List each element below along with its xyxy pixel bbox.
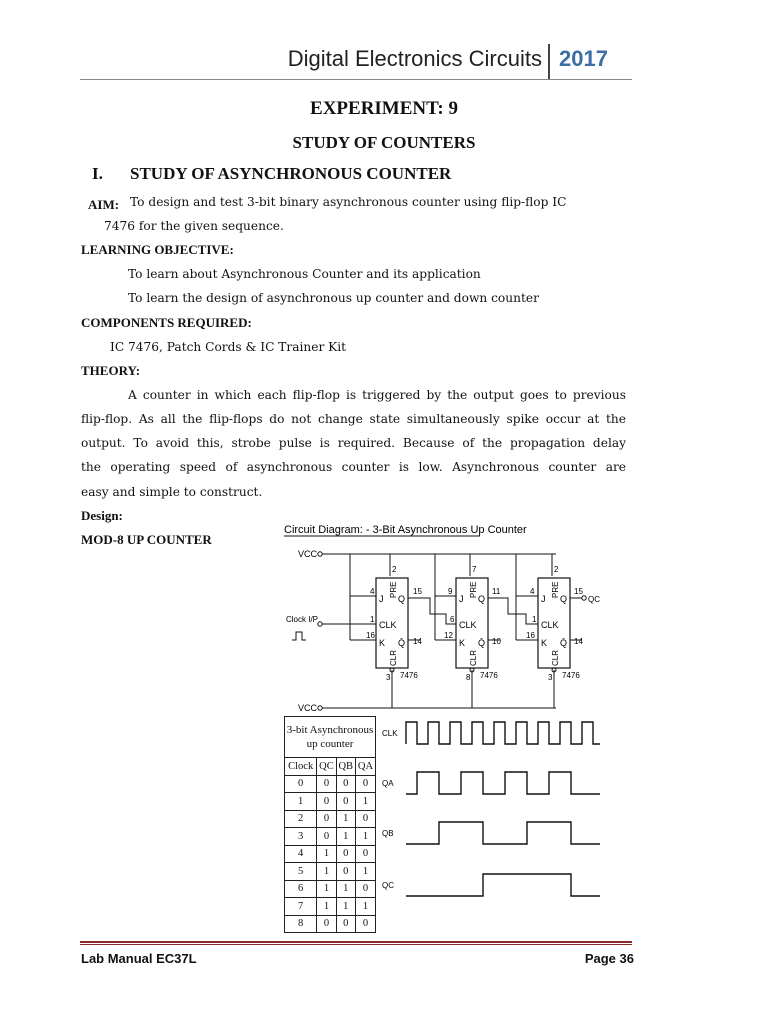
timing-diagram — [380, 712, 600, 912]
cell: 6 — [285, 880, 317, 898]
truth-table-caption-1: 3-bit Asynchronous — [286, 724, 374, 736]
cell: 1 — [355, 793, 375, 811]
section-title: STUDY OF COUNTERS — [292, 133, 476, 152]
cell: 5 — [285, 863, 317, 881]
cell: 0 — [355, 915, 375, 933]
table-row — [285, 898, 376, 916]
ff1-clr-label: CLR — [389, 649, 398, 666]
ff3-j-label: J — [541, 594, 546, 604]
aim-label: AIM: — [88, 197, 120, 212]
col-qc: QC — [317, 758, 336, 776]
cell: 3 — [285, 828, 317, 846]
cell: 0 — [336, 845, 355, 863]
ff1-q-to-ff2-clk — [408, 598, 456, 624]
ff1-pin-pre: 2 — [392, 565, 397, 574]
ff2-chip-label: 7476 — [480, 671, 498, 680]
ff1-j-label: J — [379, 594, 384, 604]
cell: 0 — [317, 828, 336, 846]
ff1-chip-label: 7476 — [400, 671, 418, 680]
cell: 0 — [355, 880, 375, 898]
footer-rule — [80, 941, 632, 943]
cell: 0 — [336, 775, 355, 793]
table-row — [285, 880, 376, 898]
ff1-qbar-label: Q̄ — [398, 638, 406, 648]
ff3-clr-label: CLR — [551, 649, 560, 666]
cell: 1 — [336, 810, 355, 828]
cell: 1 — [317, 845, 336, 863]
clock-pulse-icon — [292, 632, 306, 640]
footer-left: Lab Manual EC37L — [81, 951, 197, 966]
cell: 1 — [355, 828, 375, 846]
ff1-clk-label: CLK — [379, 620, 397, 630]
truth-table-header — [285, 758, 376, 776]
ff1-pin-k: 16 — [366, 631, 375, 640]
ff2-pin-k: 12 — [444, 631, 453, 640]
wave-clk — [406, 722, 600, 744]
ff2-qbar-label: Q̄ — [478, 638, 486, 648]
ff1-q-label: Q — [398, 594, 406, 604]
table-row — [285, 828, 376, 846]
ff2-pin-j: 9 — [448, 587, 453, 596]
learning-objective-label: LEARNING OBJECTIVE: — [81, 242, 234, 257]
ff1-pin-j: 4 — [370, 587, 375, 596]
cell: 4 — [285, 845, 317, 863]
cell: 0 — [336, 793, 355, 811]
theory-line-4: the operating speed of asynchronous counter is low. Asynchronous counter are — [81, 460, 626, 474]
cell: 0 — [355, 810, 375, 828]
table-row — [285, 810, 376, 828]
ff3-qbar-label: Q̄ — [560, 638, 568, 648]
ff3-clk-label: CLK — [541, 620, 559, 630]
cell: 0 — [355, 775, 375, 793]
cell: 7 — [285, 898, 317, 916]
ff2-pin-clr: 8 — [466, 673, 471, 682]
ff1-pin-qbar: 14 — [413, 637, 422, 646]
counter-label: MOD-8 UP COUNTER — [81, 532, 212, 547]
cell: 1 — [317, 898, 336, 916]
design-label: Design: — [81, 508, 123, 523]
circuit-title: Circuit Diagram: - 3-Bit Asynchronous Up Counter — [284, 524, 527, 536]
theory-line-2: flip-flop. As all the flip-flops do not change state simultaneously spike occur at the — [81, 412, 626, 426]
aim-row — [88, 194, 119, 213]
wave-label-qc: QC — [382, 881, 394, 890]
col-qb: QB — [336, 758, 355, 776]
circuit-diagram — [280, 518, 610, 716]
footer-right: Page 36 — [584, 951, 634, 966]
aim-line-1: To design and test 3-bit binary asynchronous counter using flip-flop IC — [130, 195, 567, 209]
qc-output-label: QC — [588, 595, 600, 604]
wave-qb — [406, 822, 600, 844]
cell: 0 — [285, 775, 317, 793]
footer-rule-thin — [80, 944, 632, 945]
ff3-pin-j: 4 — [530, 587, 535, 596]
theory-line-3: output. To avoid this, strobe pulse is required. Because of the propagation delay — [81, 436, 626, 450]
ff3-chip-label: 7476 — [562, 671, 580, 680]
cell: 0 — [336, 915, 355, 933]
components-label: COMPONENTS REQUIRED: — [81, 315, 252, 330]
experiment-title: EXPERIMENT: 9 — [310, 98, 458, 119]
objective-item-2: To learn the design of asynchronous up counter and down counter — [128, 291, 539, 305]
header-title: Digital Electronics Circuits — [287, 46, 542, 71]
ff1-k-label: K — [379, 638, 386, 648]
cell: 0 — [355, 845, 375, 863]
ff2-clr-label: CLR — [469, 649, 478, 666]
ff1-pre-label: PRE — [389, 581, 398, 598]
ff2-pin-pre: 7 — [472, 565, 477, 574]
col-clock: Clock — [285, 758, 317, 776]
ff2-pin-clk: 6 — [450, 615, 455, 624]
ff3-pre-label: PRE — [551, 581, 560, 598]
objective-item-1: To learn about Asynchronous Counter and its application — [128, 267, 481, 281]
cell: 0 — [336, 863, 355, 881]
cell: 1 — [355, 863, 375, 881]
cell: 8 — [285, 915, 317, 933]
header-divider — [548, 44, 550, 80]
cell: 1 — [336, 828, 355, 846]
cell: 1 — [336, 898, 355, 916]
clock-input-terminal — [318, 622, 322, 626]
ff3-k-label: K — [541, 638, 548, 648]
vcc-bottom-terminal — [318, 706, 322, 710]
cell: 0 — [317, 793, 336, 811]
subsection-title — [92, 164, 451, 184]
wave-qc — [406, 874, 600, 896]
ff3-pin-clr: 3 — [548, 673, 553, 682]
wave-label-qb: QB — [382, 829, 394, 838]
theory-label: THEORY: — [81, 363, 141, 378]
qc-output-terminal — [582, 596, 586, 600]
wave-qa — [406, 772, 600, 794]
ff3-pin-pre: 2 — [554, 565, 559, 574]
ff2-k-label: K — [459, 638, 466, 648]
clock-input-label: Clock I/P — [286, 615, 319, 624]
wave-label-clk: CLK — [382, 729, 398, 738]
table-row — [285, 863, 376, 881]
ff2-j-label: J — [459, 594, 464, 604]
ff3-pin-q: 15 — [574, 587, 583, 596]
ff2-pre-label: PRE — [469, 581, 478, 598]
table-row — [285, 793, 376, 811]
cell: 1 — [355, 898, 375, 916]
header-rule — [80, 79, 632, 80]
vcc-top-terminal — [318, 552, 322, 556]
cell: 1 — [336, 880, 355, 898]
header-year: 2017 — [559, 46, 608, 71]
ff2-clk-label: CLK — [459, 620, 477, 630]
vcc-top-label: VCC — [298, 549, 318, 559]
theory-line-1: A counter in which each flip-flop is triggered by the output goes to previous — [128, 388, 626, 402]
cell: 0 — [317, 915, 336, 933]
ff3-q-label: Q — [560, 594, 568, 604]
cell: 1 — [317, 863, 336, 881]
cell: 0 — [317, 810, 336, 828]
col-qa: QA — [355, 758, 375, 776]
ff2-q-to-ff3-clk — [488, 598, 538, 624]
ff3-pin-clk: 1 — [532, 615, 537, 624]
theory-line-5: easy and simple to construct. — [81, 485, 263, 499]
cell: 1 — [317, 880, 336, 898]
ff1-pin-clk: 1 — [370, 615, 375, 624]
table-row — [285, 775, 376, 793]
ff2-q-label: Q — [478, 594, 486, 604]
table-row — [285, 845, 376, 863]
truth-table — [284, 716, 376, 933]
wave-label-qa: QA — [382, 779, 394, 788]
cell: 2 — [285, 810, 317, 828]
truth-table-caption-2: up counter — [306, 738, 354, 750]
ff2-pin-q: 11 — [492, 587, 501, 596]
ff3-pin-k: 16 — [526, 631, 535, 640]
ff1-pin-q: 15 — [413, 587, 422, 596]
components-text: IC 7476, Patch Cords & IC Trainer Kit — [110, 340, 347, 354]
truth-table-caption — [285, 717, 376, 758]
cell: 0 — [317, 775, 336, 793]
subsection-text: STUDY OF ASYNCHRONOUS COUNTER — [130, 164, 452, 183]
vcc-bottom-label: VCC — [298, 703, 318, 713]
ff1-pin-clr: 3 — [386, 673, 391, 682]
ff3-pin-qbar: 14 — [574, 637, 583, 646]
table-row — [285, 915, 376, 933]
aim-line-2: 7476 for the given sequence. — [104, 219, 284, 233]
subsection-number: I. — [92, 164, 103, 183]
cell: 1 — [285, 793, 317, 811]
ff2-pin-qbar: 10 — [492, 637, 501, 646]
